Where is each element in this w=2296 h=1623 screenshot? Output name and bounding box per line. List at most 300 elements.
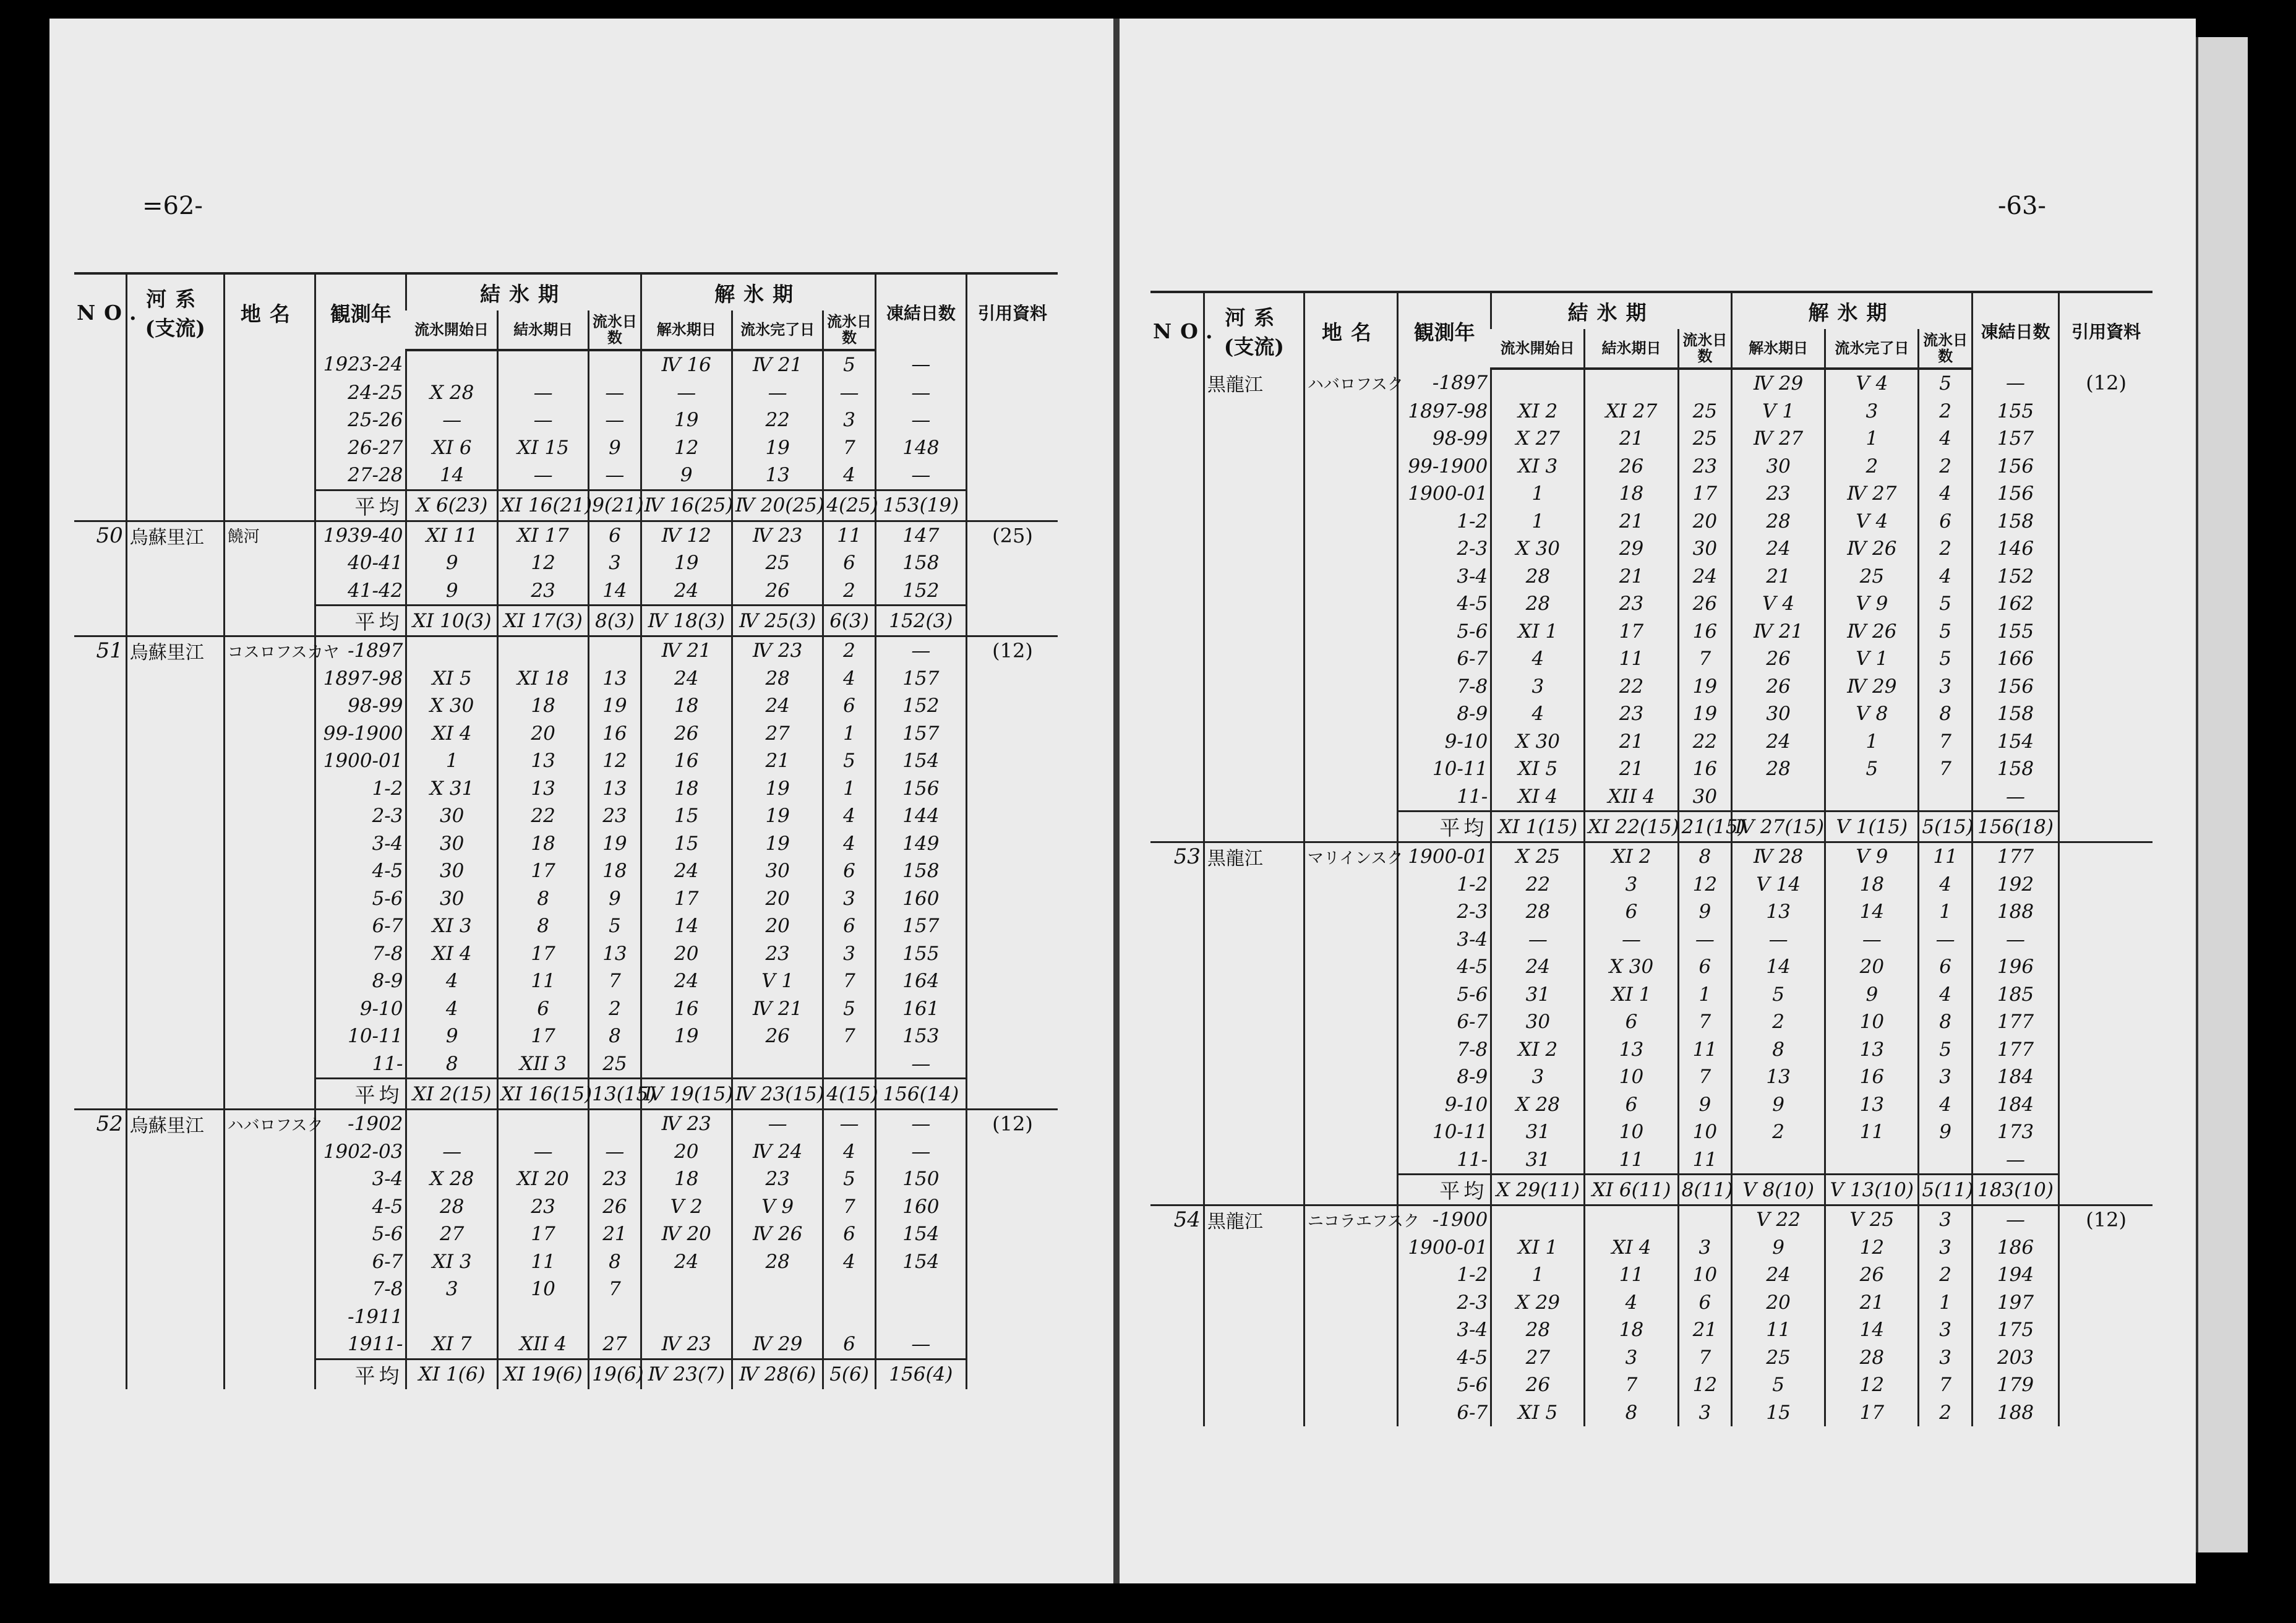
breakup-date-cell: Ⅴ 4 — [1732, 590, 1825, 618]
table-row — [74, 1193, 1058, 1221]
station-number — [74, 1248, 126, 1276]
header-freeze-group: 結氷期 — [406, 273, 641, 310]
frozen-days-cell: 160 — [875, 1193, 966, 1221]
breakup-drift-days-cell: 7 — [823, 1022, 875, 1050]
station-number — [74, 665, 126, 693]
place-name — [224, 802, 315, 830]
freeze-drift-days-cell: 12 — [1678, 871, 1731, 899]
freeze-drift-days-cell: 21 — [1678, 1316, 1731, 1344]
breakup-date-cell: 8 — [1732, 1036, 1825, 1064]
reference-cell — [967, 406, 1058, 434]
breakup-date-cell: 20 — [1732, 1289, 1825, 1317]
reference-cell — [967, 857, 1058, 885]
breakup-date-cell: Ⅳ 21 — [641, 636, 732, 665]
drift-end-cell: Ⅳ 23 — [732, 636, 823, 665]
drift-start-cell: XI 6 — [406, 434, 497, 462]
frozen-days-cell: 177 — [1972, 1008, 2058, 1036]
freeze-date-cell: 11 — [497, 1248, 588, 1276]
breakup-date-cell: — — [1732, 926, 1825, 954]
drift-start-cell: X 28 — [1491, 1091, 1585, 1119]
river-name — [1204, 535, 1304, 563]
station-number — [1150, 1175, 1204, 1205]
observation-year: 1-2 — [315, 775, 406, 803]
freeze-date-cell: 11 — [1585, 1261, 1678, 1289]
freeze-drift-days-cell: 7 — [1678, 645, 1731, 673]
station-number — [1150, 590, 1204, 618]
drift-end-cell: Ⅴ 1 — [1825, 645, 1919, 673]
drift-start-cell: 31 — [1491, 1118, 1585, 1146]
freeze-drift-days-cell: 3 — [1678, 1234, 1731, 1262]
breakup-date-cell: 28 — [1732, 755, 1825, 783]
breakup-date-cell: 20 — [641, 940, 732, 968]
place-name — [1304, 1118, 1397, 1146]
place-name — [224, 549, 315, 577]
freeze-date-cell: — — [497, 461, 588, 490]
table-row — [1150, 1063, 2152, 1091]
place-name — [224, 720, 315, 748]
breakup-drift-days-cell: 6 — [1919, 508, 1972, 536]
reference-cell — [2059, 1234, 2152, 1262]
breakup-drift-days-cell: 5 — [823, 995, 875, 1023]
breakup-date-cell: 13 — [1732, 1063, 1825, 1091]
reference-cell — [967, 1359, 1058, 1389]
page-number-right: -63- — [1998, 192, 2046, 220]
frozen-days-cell: 154 — [875, 1220, 966, 1248]
freeze-date-cell: XI 18 — [497, 665, 588, 693]
place-name — [1304, 1344, 1397, 1372]
drift-end-cell: Ⅴ 9 — [732, 1193, 823, 1221]
breakup-date-cell — [641, 1050, 732, 1079]
station-number — [74, 1165, 126, 1193]
frozen-days-cell: — — [1972, 1146, 2058, 1175]
reference-cell — [2059, 563, 2152, 591]
breakup-drift-days-cell: 6 — [1919, 953, 1972, 981]
drift-end-cell: 12 — [1825, 1234, 1919, 1262]
freeze-drift-days-cell: 18 — [589, 857, 641, 885]
place-name — [1304, 398, 1397, 426]
drift-end-cell: Ⅳ 29 — [732, 1330, 823, 1359]
observation-year: 2-3 — [1398, 1289, 1491, 1317]
station-number — [74, 1050, 126, 1079]
river-name — [126, 1165, 224, 1193]
reference-cell — [2059, 645, 2152, 673]
freeze-date-cell: 8 — [497, 885, 588, 913]
frozen-days-cell: 158 — [1972, 508, 2058, 536]
table-row — [1150, 1316, 2152, 1344]
drift-start-cell: X 30 — [1491, 535, 1585, 563]
breakup-date-cell: Ⅴ 8(10) — [1732, 1175, 1825, 1205]
drift-end-cell: 13 — [732, 461, 823, 490]
river-name: 烏蘇里江 — [126, 1110, 224, 1138]
river-name — [126, 1193, 224, 1221]
breakup-date-cell: Ⅳ 27 — [1732, 425, 1825, 453]
drift-end-cell: Ⅴ 8 — [1825, 700, 1919, 728]
station-number — [1150, 1289, 1204, 1317]
drift-start-cell — [406, 1303, 497, 1331]
header-breakup-date: 解氷期日 — [641, 310, 732, 350]
observation-year: 40-41 — [315, 549, 406, 577]
reference-cell — [967, 379, 1058, 407]
observation-year: 5-6 — [1398, 981, 1491, 1009]
station-number — [1150, 871, 1204, 899]
drift-end-cell: 1 — [1825, 728, 1919, 756]
breakup-drift-days-cell: 2 — [1919, 398, 1972, 426]
drift-end-cell: Ⅴ 13(10) — [1825, 1175, 1919, 1205]
place-name — [224, 995, 315, 1023]
river-name — [126, 1303, 224, 1331]
breakup-drift-days-cell: 5 — [1919, 369, 1972, 398]
table-row — [1150, 453, 2152, 481]
drift-start-cell: X 28 — [406, 1165, 497, 1193]
header-frozen-days: 凍結日数 — [875, 273, 966, 350]
reference-cell — [967, 1022, 1058, 1050]
drift-start-cell: XI 1(6) — [406, 1359, 497, 1389]
table-row — [1150, 1205, 2152, 1234]
place-name — [224, 350, 315, 379]
drift-start-cell: 4 — [406, 967, 497, 995]
freeze-drift-days-cell: 21 — [589, 1220, 641, 1248]
freeze-date-cell: — — [497, 379, 588, 407]
breakup-date-cell: 24 — [641, 967, 732, 995]
table-row — [74, 1110, 1058, 1138]
observation-year: 1923-24 — [315, 350, 406, 379]
frozen-days-cell: 175 — [1972, 1316, 2058, 1344]
reference-cell — [2059, 590, 2152, 618]
reference-cell — [967, 802, 1058, 830]
breakup-drift-days-cell: 3 — [1919, 1316, 1972, 1344]
table-row — [74, 379, 1058, 407]
breakup-drift-days-cell: 11 — [1919, 842, 1972, 871]
reference-cell — [967, 1079, 1058, 1110]
drift-end-cell — [732, 1275, 823, 1303]
table-row — [74, 577, 1058, 606]
header-year: 観測年 — [315, 273, 406, 350]
table-row — [1150, 645, 2152, 673]
header-place: 地名 — [1304, 292, 1397, 369]
freeze-date-cell — [1585, 369, 1678, 398]
freeze-date-cell: XI 16(21) — [497, 490, 588, 521]
river-name — [126, 461, 224, 490]
freeze-date-cell: XI 17 — [497, 521, 588, 549]
header-place: 地名 — [224, 273, 315, 350]
freeze-drift-days-cell: — — [589, 461, 641, 490]
station-number — [74, 1220, 126, 1248]
freeze-date-cell: 21 — [1585, 728, 1678, 756]
place-name — [1304, 926, 1397, 954]
station-number — [1150, 645, 1204, 673]
observation-year: 24-25 — [315, 379, 406, 407]
drift-start-cell: 9 — [406, 1022, 497, 1050]
place-name — [1304, 425, 1397, 453]
breakup-date-cell: Ⅳ 23(7) — [641, 1359, 732, 1389]
breakup-drift-days-cell: 2 — [1919, 1399, 1972, 1427]
freeze-date-cell: 10 — [1585, 1063, 1678, 1091]
freeze-drift-days-cell: — — [589, 406, 641, 434]
freeze-date-cell: 8 — [497, 912, 588, 940]
freeze-drift-days-cell: 25 — [1678, 398, 1731, 426]
frozen-days-cell: 149 — [875, 830, 966, 858]
breakup-date-cell: 26 — [1732, 645, 1825, 673]
table-row — [74, 995, 1058, 1023]
observation-year: 6-7 — [1398, 1399, 1491, 1427]
drift-start-cell: 14 — [406, 461, 497, 490]
river-name — [1204, 1091, 1304, 1119]
place-name — [1304, 453, 1397, 481]
drift-end-cell: 11 — [1825, 1118, 1919, 1146]
freeze-drift-days-cell: 7 — [1678, 1344, 1731, 1372]
station-number — [74, 692, 126, 720]
breakup-date-cell: 14 — [1732, 953, 1825, 981]
station-number — [74, 1330, 126, 1359]
drift-end-cell: 19 — [732, 775, 823, 803]
breakup-drift-days-cell: 1 — [1919, 898, 1972, 926]
breakup-date-cell: Ⅴ 1 — [1732, 398, 1825, 426]
reference-cell — [967, 1193, 1058, 1221]
place-name — [224, 1050, 315, 1079]
breakup-drift-days-cell: 6 — [823, 1220, 875, 1248]
river-name — [126, 606, 224, 636]
freeze-date-cell: XI 16(15) — [497, 1079, 588, 1110]
reference-cell: (12) — [967, 1110, 1058, 1138]
drift-start-cell: XI 4 — [1491, 783, 1585, 812]
drift-end-cell — [732, 1050, 823, 1079]
drift-end-cell: 14 — [1825, 898, 1919, 926]
ice-table-right — [1150, 291, 2152, 1426]
breakup-drift-days-cell: 8 — [1919, 700, 1972, 728]
place-name — [224, 461, 315, 490]
river-name — [126, 1138, 224, 1166]
observation-year: 1900-01 — [1398, 480, 1491, 508]
observation-year: 1900-01 — [1398, 842, 1491, 871]
freeze-date-cell: 18 — [497, 692, 588, 720]
observation-year: 1-2 — [1398, 1261, 1491, 1289]
freeze-date-cell — [497, 350, 588, 379]
breakup-date-cell: 18 — [641, 775, 732, 803]
drift-end-cell: Ⅳ 27 — [1825, 480, 1919, 508]
breakup-drift-days-cell: 1 — [823, 775, 875, 803]
freeze-date-cell: 29 — [1585, 535, 1678, 563]
river-name — [1204, 425, 1304, 453]
observation-year: 3-4 — [1398, 1316, 1491, 1344]
place-name — [1304, 1289, 1397, 1317]
place-name — [224, 1330, 315, 1359]
frozen-days-cell: 185 — [1972, 981, 2058, 1009]
breakup-date-cell — [1732, 783, 1825, 812]
drift-end-cell: — — [732, 1110, 823, 1138]
river-name — [126, 692, 224, 720]
table-row — [74, 549, 1058, 577]
table-row — [74, 1303, 1058, 1331]
breakup-date-cell: Ⅴ 14 — [1732, 871, 1825, 899]
breakup-drift-days-cell: 2 — [1919, 453, 1972, 481]
frozen-days-cell: 197 — [1972, 1289, 2058, 1317]
freeze-date-cell: XI 15 — [497, 434, 588, 462]
observation-year: 1897-98 — [315, 665, 406, 693]
observation-year: 6-7 — [1398, 1008, 1491, 1036]
table-row — [74, 720, 1058, 748]
frozen-days-cell: 150 — [875, 1165, 966, 1193]
breakup-date-cell: 9 — [1732, 1234, 1825, 1262]
reference-cell — [2059, 480, 2152, 508]
frozen-days-cell: — — [875, 1110, 966, 1138]
river-name — [1204, 480, 1304, 508]
frozen-days-cell: 146 — [1972, 535, 2058, 563]
observation-year: 平均 — [315, 1079, 406, 1110]
average-row — [74, 606, 1058, 636]
breakup-drift-days-cell: 2 — [1919, 1261, 1972, 1289]
place-name — [1304, 1316, 1397, 1344]
drift-end-cell: 21 — [1825, 1289, 1919, 1317]
breakup-drift-days-cell: 5 — [1919, 645, 1972, 673]
drift-end-cell: 20 — [732, 912, 823, 940]
drift-start-cell: 24 — [1491, 953, 1585, 981]
station-number — [74, 1022, 126, 1050]
freeze-drift-days-cell: 16 — [1678, 618, 1731, 646]
drift-end-cell: Ⅴ 9 — [1825, 590, 1919, 618]
place-name — [224, 1303, 315, 1331]
river-name — [1204, 453, 1304, 481]
place-name — [224, 830, 315, 858]
freeze-drift-days-cell: 7 — [1678, 1008, 1731, 1036]
observation-year: 4-5 — [1398, 953, 1491, 981]
drift-end-cell: 1 — [1825, 425, 1919, 453]
drift-start-cell: XI 11 — [406, 521, 497, 549]
frozen-days-cell: 203 — [1972, 1344, 2058, 1372]
place-name — [224, 692, 315, 720]
freeze-date-cell: — — [1585, 926, 1678, 954]
breakup-date-cell: 24 — [1732, 535, 1825, 563]
breakup-date-cell: Ⅳ 16 — [641, 350, 732, 379]
station-number — [74, 995, 126, 1023]
observation-year: 11- — [315, 1050, 406, 1079]
frozen-days-cell: — — [875, 406, 966, 434]
breakup-date-cell: 11 — [1732, 1316, 1825, 1344]
table-row — [1150, 1008, 2152, 1036]
frozen-days-cell: 162 — [1972, 590, 2058, 618]
river-name — [1204, 1371, 1304, 1399]
place-name: ニコラエフスク — [1304, 1205, 1397, 1234]
breakup-drift-days-cell: 6 — [823, 1330, 875, 1359]
reference-cell — [2059, 783, 2152, 812]
breakup-drift-days-cell: 4 — [1919, 425, 1972, 453]
river-name — [1204, 728, 1304, 756]
drift-start-cell: 27 — [406, 1220, 497, 1248]
drift-end-cell: Ⅳ 26 — [1825, 535, 1919, 563]
table-row — [74, 406, 1058, 434]
breakup-date-cell: 16 — [641, 747, 732, 775]
frozen-days-cell: — — [1972, 1205, 2058, 1234]
table-row — [1150, 1344, 2152, 1372]
station-number — [74, 549, 126, 577]
freeze-date-cell: 11 — [1585, 645, 1678, 673]
place-name — [224, 606, 315, 636]
breakup-drift-days-cell: — — [1919, 926, 1972, 954]
observation-year: 2-3 — [1398, 898, 1491, 926]
reference-cell — [2059, 926, 2152, 954]
place-name: マリインスク — [1304, 842, 1397, 871]
observation-year: 7-8 — [315, 1275, 406, 1303]
breakup-date-cell: Ⅳ 23 — [641, 1110, 732, 1138]
place-name — [1304, 1146, 1397, 1175]
observation-year: 7-8 — [315, 940, 406, 968]
frozen-days-cell: 166 — [1972, 645, 2058, 673]
drift-end-cell: 28 — [732, 665, 823, 693]
river-name — [126, 995, 224, 1023]
table-row — [1150, 981, 2152, 1009]
station-number: 50 — [74, 521, 126, 549]
station-number — [74, 350, 126, 379]
observation-year: 2-3 — [1398, 535, 1491, 563]
freeze-date-cell: XII 4 — [497, 1330, 588, 1359]
header-river: 河系 (支流) — [126, 273, 224, 350]
place-name — [1304, 1234, 1397, 1262]
station-number — [74, 1079, 126, 1110]
table-row — [1150, 1234, 2152, 1262]
frozen-days-cell: 152(3) — [875, 606, 966, 636]
breakup-date-cell: — — [641, 379, 732, 407]
breakup-date-cell: Ⅴ 22 — [1732, 1205, 1825, 1234]
freeze-drift-days-cell: 23 — [1678, 453, 1731, 481]
frozen-days-cell: 156 — [875, 775, 966, 803]
reference-cell — [2059, 1091, 2152, 1119]
reference-cell — [2059, 1175, 2152, 1205]
breakup-date-cell: 23 — [1732, 480, 1825, 508]
table-row — [74, 1330, 1058, 1359]
breakup-drift-days-cell: 7 — [1919, 1371, 1972, 1399]
freeze-date-cell: 6 — [1585, 1091, 1678, 1119]
breakup-date-cell: 24 — [641, 1248, 732, 1276]
breakup-date-cell: Ⅳ 16(25) — [641, 490, 732, 521]
freeze-drift-days-cell: 9 — [589, 885, 641, 913]
freeze-date-cell: 4 — [1585, 1289, 1678, 1317]
river-name — [126, 1220, 224, 1248]
drift-end-cell: 12 — [1825, 1371, 1919, 1399]
station-number — [74, 1138, 126, 1166]
reference-cell — [967, 606, 1058, 636]
header-no: NO. — [1150, 292, 1204, 369]
breakup-drift-days-cell — [823, 1275, 875, 1303]
breakup-drift-days-cell: 5 — [1919, 1036, 1972, 1064]
drift-start-cell: 4 — [1491, 645, 1585, 673]
river-name — [1204, 700, 1304, 728]
observation-year: 26-27 — [315, 434, 406, 462]
frozen-days-cell — [875, 1303, 966, 1331]
frozen-days-cell: — — [875, 1050, 966, 1079]
breakup-date-cell: 9 — [641, 461, 732, 490]
river-name: 黒龍江 — [1204, 1205, 1304, 1234]
freeze-date-cell: 17 — [1585, 618, 1678, 646]
river-name — [126, 350, 224, 379]
drift-end-cell: Ⅳ 26 — [732, 1220, 823, 1248]
station-number — [74, 747, 126, 775]
freeze-date-cell: 6 — [497, 995, 588, 1023]
observation-year: 11- — [1398, 783, 1491, 812]
observation-year: 4-5 — [315, 1193, 406, 1221]
freeze-date-cell: XI 1 — [1585, 981, 1678, 1009]
station-number: 52 — [74, 1110, 126, 1138]
observation-year: 2-3 — [315, 802, 406, 830]
station-number — [1150, 728, 1204, 756]
observation-year: 1897-98 — [1398, 398, 1491, 426]
breakup-drift-days-cell: 3 — [823, 940, 875, 968]
river-name — [126, 1359, 224, 1389]
drift-end-cell: Ⅴ 25 — [1825, 1205, 1919, 1234]
freeze-drift-days-cell — [589, 636, 641, 665]
river-name — [1204, 926, 1304, 954]
freeze-drift-days-cell — [1678, 369, 1731, 398]
station-number — [1150, 755, 1204, 783]
breakup-drift-days-cell: 7 — [823, 967, 875, 995]
